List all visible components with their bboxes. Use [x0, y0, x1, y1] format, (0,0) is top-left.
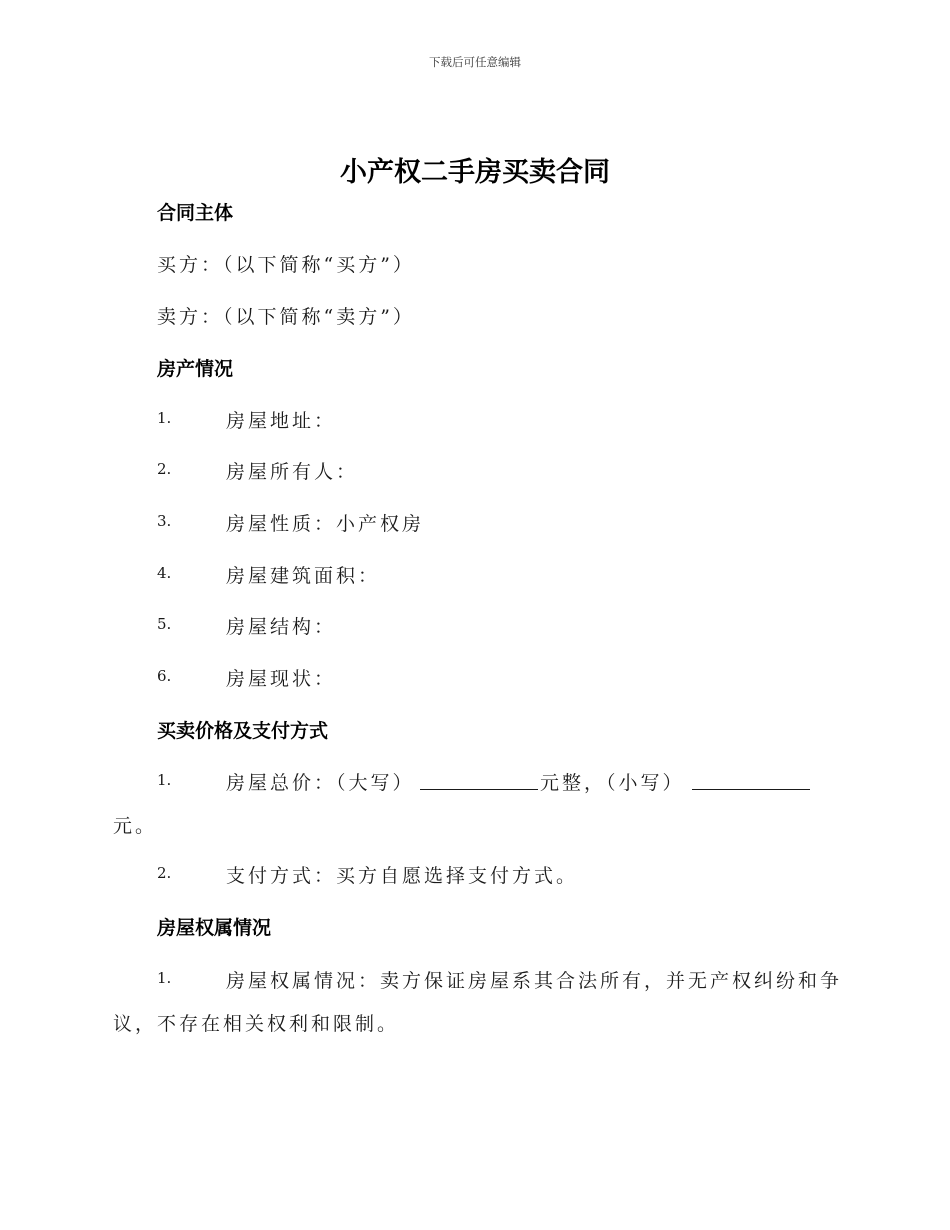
- document-title: 小产权二手房买卖合同: [340, 157, 610, 188]
- property-nature: 房屋性质：小产权房: [226, 513, 425, 535]
- total-price-label: 房屋总价：（大写）: [226, 772, 415, 794]
- total-price-mid: 元整，（小写）: [540, 772, 685, 794]
- total-price-end: 元。: [113, 815, 158, 837]
- list-number: 6.: [157, 667, 172, 685]
- blank-line-numeric-amount: [692, 789, 810, 790]
- list-number: 1.: [157, 969, 172, 987]
- ownership-statement-line2: 议，不存在相关权利和限制。: [113, 1013, 400, 1035]
- list-number: 2.: [157, 864, 172, 882]
- section-heading-property: 房产情况: [157, 358, 234, 380]
- section-heading-price: 买卖价格及支付方式: [157, 720, 329, 742]
- property-address: 房屋地址：: [226, 410, 337, 432]
- list-number: 2.: [157, 460, 172, 478]
- seller-line: 卖方：（以下简称“卖方”）: [157, 306, 415, 328]
- property-area: 房屋建筑面积：: [226, 565, 381, 587]
- ownership-statement-line1: 房屋权属情况：卖方保证房屋系其合法所有，并无产权纠纷和争: [226, 970, 843, 992]
- blank-line-uppercase-amount: [420, 789, 538, 790]
- section-heading-parties: 合同主体: [157, 202, 234, 224]
- property-structure: 房屋结构：: [226, 616, 337, 638]
- section-heading-ownership: 房屋权属情况: [157, 917, 272, 939]
- list-number: 3.: [157, 512, 172, 530]
- list-number: 4.: [157, 564, 172, 582]
- list-number: 1.: [157, 409, 172, 427]
- header-note: 下载后可任意编辑: [429, 55, 521, 69]
- buyer-line: 买方：（以下简称“买方”）: [157, 254, 415, 276]
- property-owner: 房屋所有人：: [226, 461, 359, 483]
- property-status: 房屋现状：: [226, 668, 337, 690]
- payment-method: 支付方式：买方自愿选择支付方式。: [226, 865, 579, 887]
- list-number: 1.: [157, 771, 172, 789]
- list-number: 5.: [157, 615, 172, 633]
